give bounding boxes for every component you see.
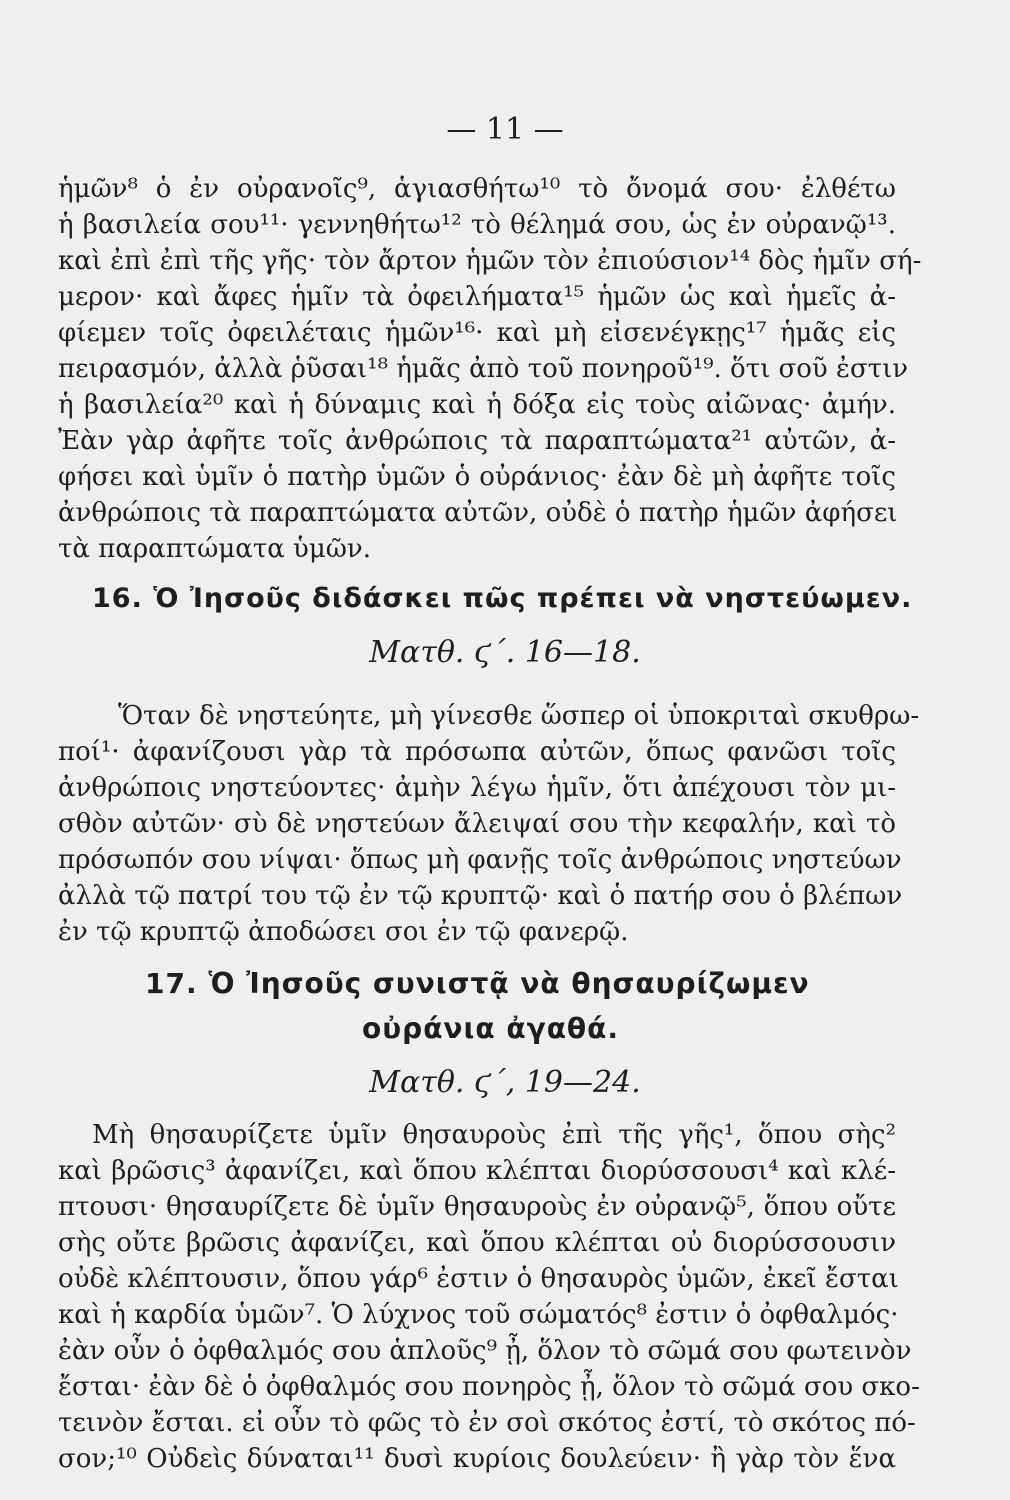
page-number: — 11 — bbox=[446, 112, 564, 147]
text-line: ἡ βασιλεία σου¹¹· γεννηθήτω¹² τὸ θέλημά σου, ὡς ἐν οὐρανῷ¹³. bbox=[58, 210, 896, 240]
text-line: πτουσι· θησαυρίζετε δὲ ὑμῖν θησαυροὺς ἐν οὐρανῷ⁵, ὅπου οὔτε bbox=[58, 1192, 896, 1222]
text-line: σὴς οὔτε βρῶσις ἀφανίζει, καὶ ὅπου κλέπται οὐ διορύσσουσιν bbox=[58, 1228, 896, 1258]
text-line: Μὴ θησαυρίζετε ὑμῖν θησαυροὺς ἐπὶ τῆς γῆς¹, ὅπου σὴς² bbox=[92, 1120, 896, 1150]
text-line: τὰ παραπτώματα ὑμῶν. bbox=[58, 534, 372, 564]
section-17-heading-cont: οὐράνια ἀγαθά. bbox=[362, 1012, 620, 1045]
section-16-heading: 16. Ὁ Ἰησοῦς διδάσκει πῶς πρέπει νὰ νηστεύωμεν. bbox=[92, 583, 913, 614]
text-line: ἀλλὰ τῷ πατρί του τῷ ἐν τῷ κρυπτῷ· καὶ ὁ πατήρ σου ὁ βλέπων bbox=[58, 881, 903, 911]
text-line: ἐὰν οὖν ὁ ὀφθαλμός σου ἁπλοῦς⁹ ᾖ, ὅλον τὸ σῶμά σου φωτεινὸν bbox=[58, 1336, 912, 1366]
text-line: καὶ βρῶσις³ ἀφανίζει, καὶ ὅπου κλέπται διορύσσουσι⁴ καὶ κλέ- bbox=[58, 1156, 896, 1186]
text-line: ἡμῶν⁸ ὁ ἐν οὐρανοῖς⁹, ἁγιασθήτω¹⁰ τὸ ὄνομά σου· ἐλθέτω bbox=[58, 174, 896, 204]
text-line: φίεμεν τοῖς ὀφειλέταις ἡμῶν¹⁶· καὶ μὴ εἰσενέγκῃς¹⁷ ἡμᾶς εἰς bbox=[58, 318, 896, 348]
text-line: σθὸν αὐτῶν· σὺ δὲ νηστεύων ἄλειψαί σου τὴν κεφαλήν, καὶ τὸ bbox=[58, 809, 896, 839]
text-line: Ὅταν δὲ νηστεύητε, μὴ γίνεσθε ὥσπερ οἱ ὑποκριταὶ σκυθρω- bbox=[118, 701, 920, 731]
text-line: ποί¹· ἀφανίζουσι γὰρ τὰ πρόσωπα αὐτῶν, ὅπως φανῶσι τοῖς bbox=[58, 737, 896, 767]
section-16-reference: Ματθ. ϛ΄. 16—18. bbox=[369, 635, 641, 670]
text-line: ἐν τῷ κρυπτῷ ἀποδώσει σοι ἐν τῷ φανερῷ. bbox=[58, 917, 629, 947]
text-line: καὶ ἡ καρδία ὑμῶν⁷. Ὁ λύχνος τοῦ σώματός⁸ ἐστιν ὁ ὀφθαλμός· bbox=[58, 1300, 899, 1330]
section-17-heading: 17. Ὁ Ἰησοῦς συνιστᾷ νὰ θησαυρίζωμεν bbox=[145, 967, 810, 1000]
text-line: πειρασμόν, ἀλλὰ ῥῦσαι¹⁸ ἡμᾶς ἀπὸ τοῦ πονηροῦ¹⁹. ὅτι σοῦ ἐστιν bbox=[58, 354, 909, 384]
text-line: ἡ βασιλεία²⁰ καὶ ἡ δύναμις καὶ ἡ δόξα εἰς τοὺς αἰῶνας· ἀμήν. bbox=[58, 390, 896, 420]
text-line: ἀνθρώποις τὰ παραπτώματα αὐτῶν, οὐδὲ ὁ πατὴρ ἡμῶν ἀφήσει bbox=[58, 498, 898, 528]
text-line: σον;¹⁰ Οὐδεὶς δύναται¹¹ δυσὶ κυρίοις δουλεύειν· ἢ γὰρ τὸν ἕνα bbox=[58, 1444, 896, 1474]
text-line: φήσει καὶ ὑμῖν ὁ πατὴρ ὑμῶν ὁ οὐράνιος· ἐὰν δὲ μὴ ἀφῆτε τοῖς bbox=[58, 462, 896, 492]
section-17-reference: Ματθ. ϛ΄, 19—24. bbox=[369, 1065, 641, 1100]
text-line: μερον· καὶ ἄφες ἡμῖν τὰ ὀφειλήματα¹⁵ ἡμῶν ὡς καὶ ἡμεῖς ἀ- bbox=[58, 282, 896, 312]
text-line: ἀνθρώποις νηστεύοντες· ἀμὴν λέγω ἡμῖν, ὅτι ἀπέχουσι τὸν μι- bbox=[58, 773, 896, 803]
text-line: Ἐὰν γὰρ ἀφῆτε τοῖς ἀνθρώποις τὰ παραπτώματα²¹ αὐτῶν, ἀ- bbox=[58, 426, 896, 456]
text-line: ἔσται· ἐὰν δὲ ὁ ὀφθαλμός σου πονηρὸς ᾖ, ὅλον τὸ σῶμά σου σκο- bbox=[58, 1372, 920, 1402]
text-line: τεινὸν ἔσται. εἰ οὖν τὸ φῶς τὸ ἐν σοὶ σκότος ἐστί, τὸ σκότος πό- bbox=[58, 1408, 916, 1438]
text-line: πρόσωπόν σου νίψαι· ὅπως μὴ φανῇς τοῖς ἀνθρώποις νηστεύων bbox=[58, 845, 902, 875]
text-line: οὐδὲ κλέπτουσιν, ὅπου γάρ⁶ ἐστιν ὁ θησαυρὸς ὑμῶν, ἐκεῖ ἔσται bbox=[58, 1264, 899, 1294]
text-line: καὶ ἐπὶ ἐπὶ τῆς γῆς· τὸν ἄρτον ἡμῶν τὸν ἐπιούσιον¹⁴ δὸς ἡμῖν σή- bbox=[58, 246, 922, 276]
